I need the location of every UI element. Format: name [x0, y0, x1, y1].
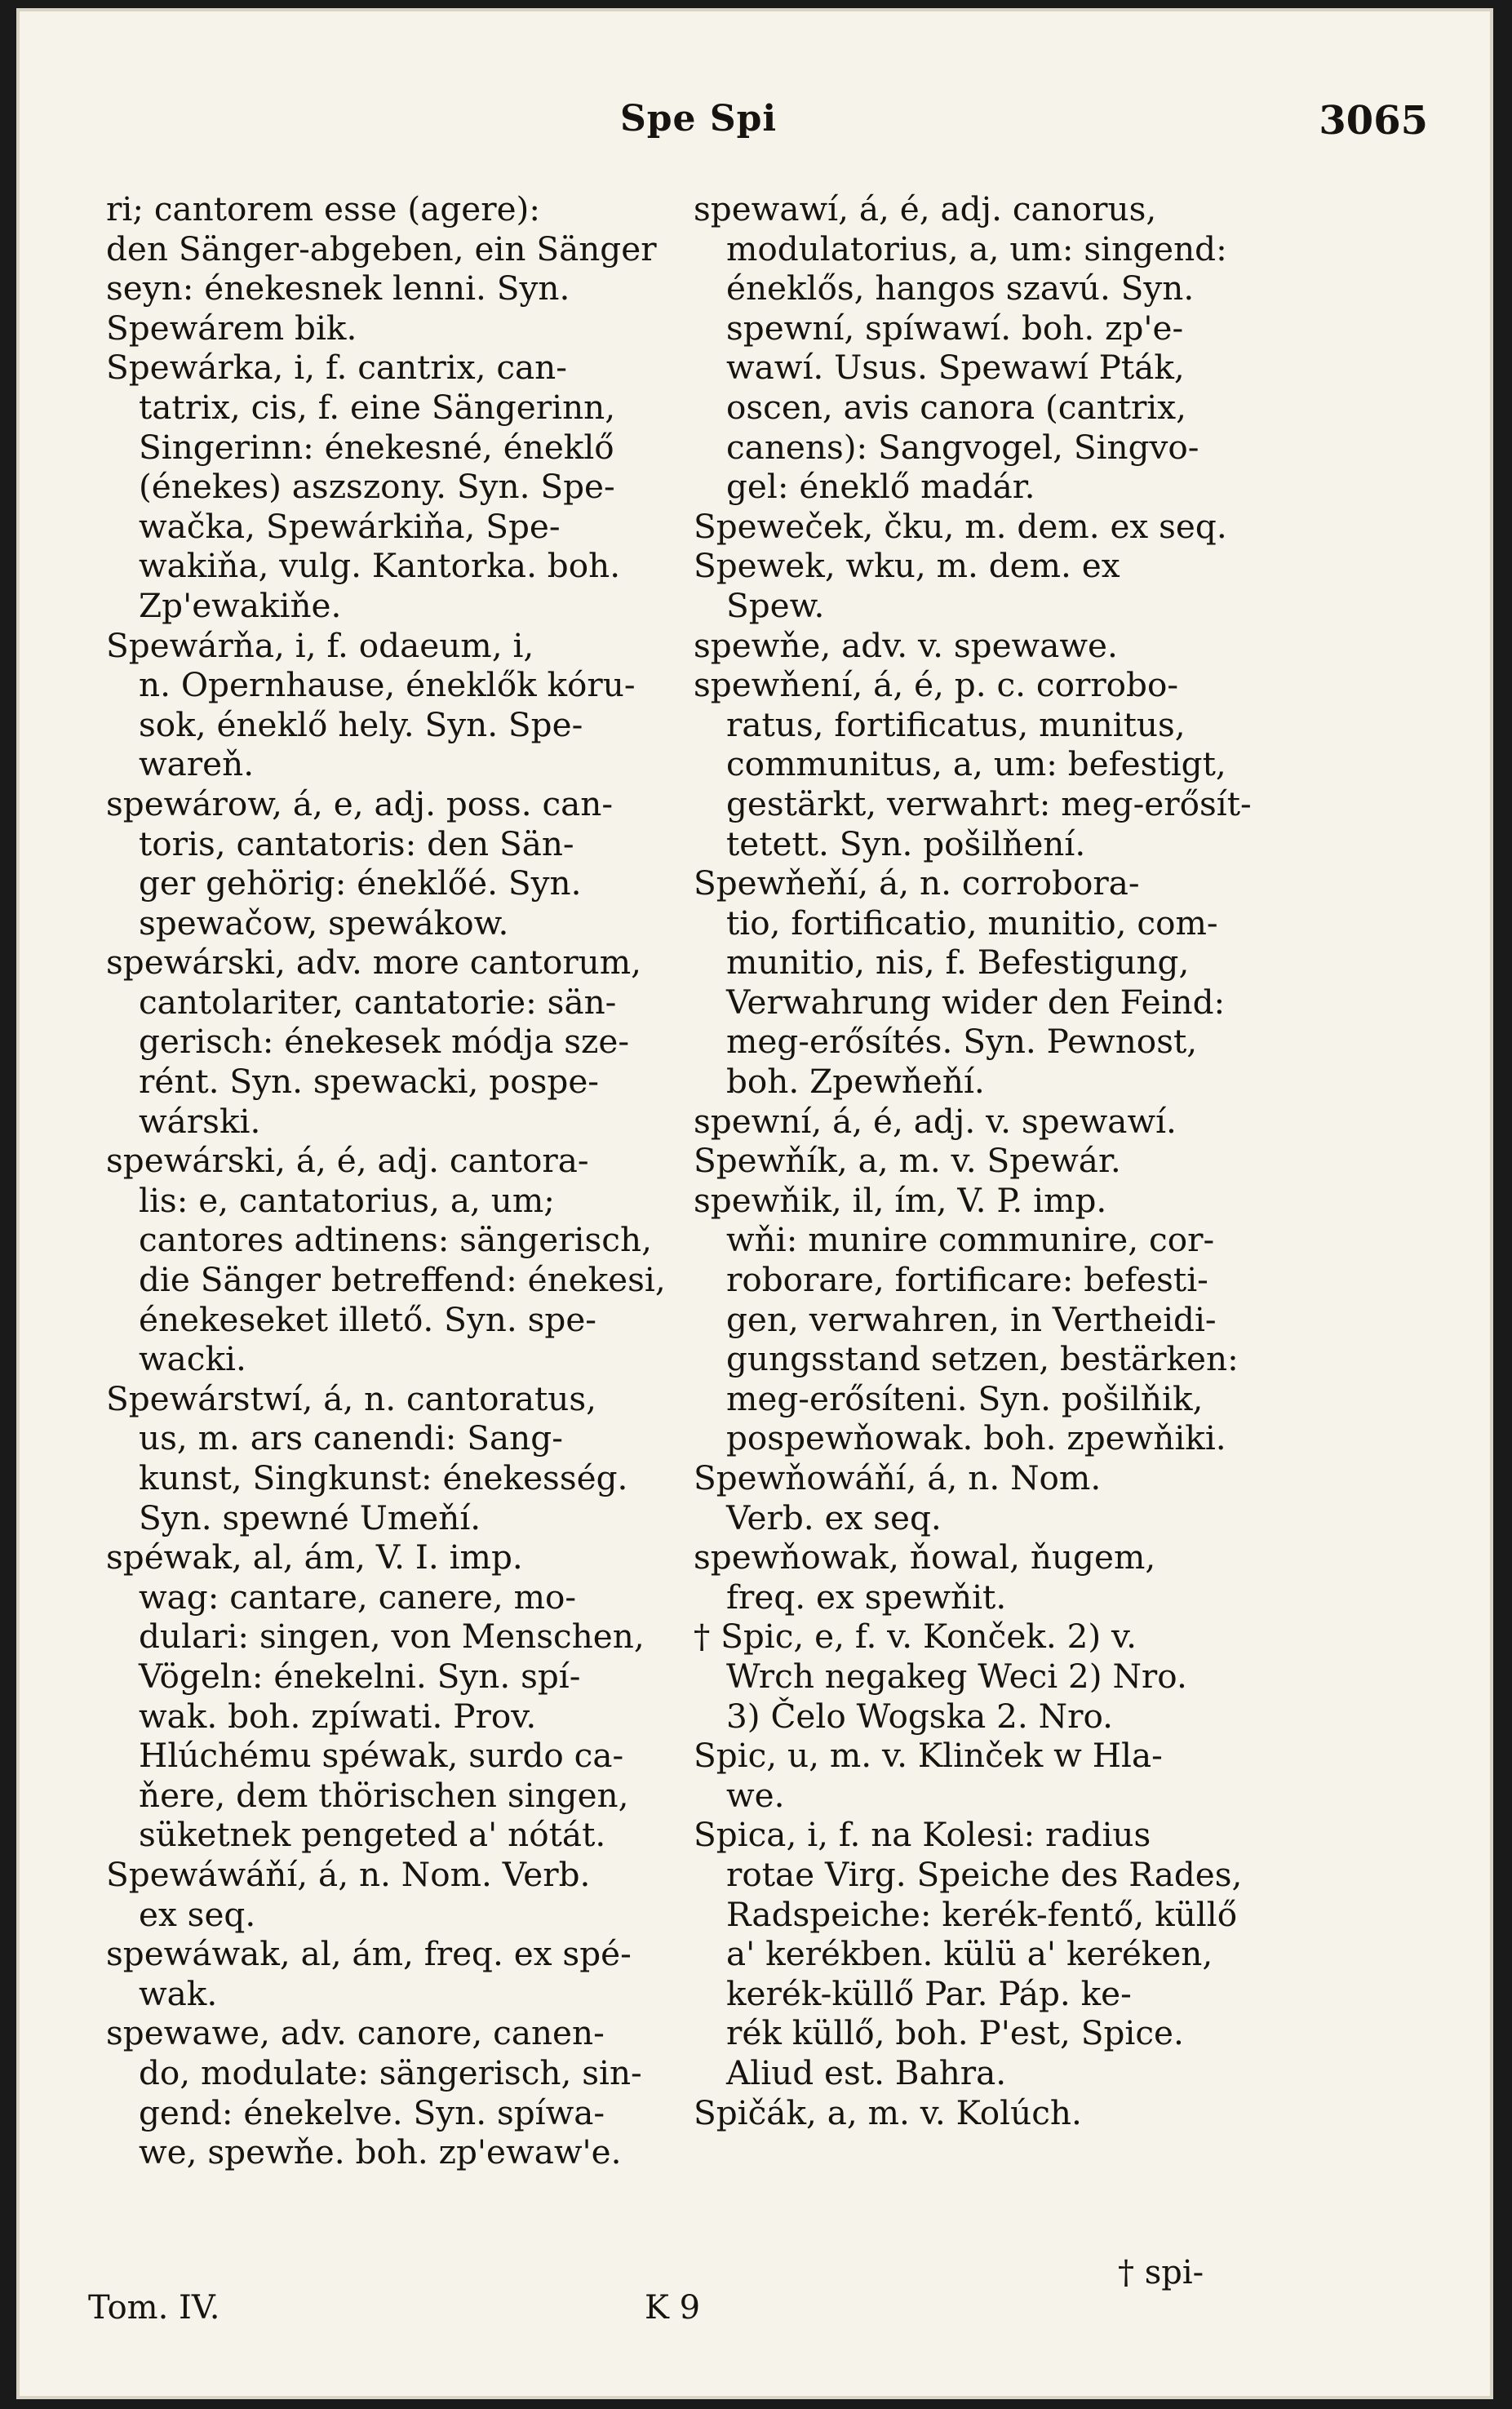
- running-head: Spe Spi: [620, 98, 778, 140]
- text-line: wak. boh. zpíwati. Prov.: [139, 1696, 537, 1736]
- text-line: Spewňík, a, m. v. Spewár.: [694, 1141, 1121, 1181]
- text-line: Spic, u, m. v. Klinček w Hla-: [694, 1736, 1163, 1776]
- text-line: we, spewňe. boh. zp'ewaw'e.: [139, 2132, 622, 2172]
- text-line: kunst, Singkunst: énekesség.: [139, 1458, 628, 1497]
- text-line: freq. ex spewňit.: [726, 1577, 1007, 1617]
- text-line: modulatorius, a, um: singend:: [726, 228, 1227, 268]
- text-line: éneklős, hangos szavú. Syn.: [726, 268, 1195, 308]
- text-line: ger gehörig: éneklőé. Syn.: [139, 863, 582, 903]
- text-line: wak.: [139, 1973, 218, 2013]
- text-line: Radspeiche: kerék-fentő, küllő: [726, 1894, 1238, 1934]
- text-line: a' kerékben. külü a' keréken,: [726, 1934, 1213, 1974]
- text-line: rotae Virg. Speiche des Rades,: [726, 1854, 1243, 1894]
- text-line: communitus, a, um: befestigt,: [726, 744, 1226, 784]
- text-line: spewačow, spewákow.: [139, 903, 509, 943]
- text-line: Wrch negakeg Weci 2) Nro.: [726, 1656, 1187, 1696]
- text-line: spéwak, al, ám, V. I. imp.: [106, 1537, 523, 1577]
- text-line: spewáwak, al, ám, freq. ex spé-: [106, 1934, 632, 1974]
- text-line: gel: éneklő madár.: [726, 467, 1035, 507]
- text-line: us, m. ars canendi: Sang-: [139, 1418, 563, 1458]
- left-column: [106, 189, 726, 2172]
- text-line: boh. Zpewňeňí.: [726, 1062, 985, 1102]
- text-line: do, modulate: sängerisch, sin-: [139, 2052, 642, 2092]
- text-line: wag: cantare, canere, mo-: [139, 1577, 577, 1617]
- text-line: spewňowak, ňowal, ňugem,: [694, 1537, 1156, 1577]
- text-line: süketnek pengeted a' nótát.: [139, 1815, 606, 1855]
- text-line: gend: énekelve. Syn. spíwa-: [139, 2092, 605, 2132]
- text-line: spewárski, á, é, adj. cantora-: [106, 1141, 589, 1181]
- text-line: spewní, spíwawí. boh. zp'e-: [726, 308, 1184, 348]
- text-line: Spewárstwí, á, n. cantoratus,: [106, 1378, 597, 1418]
- text-line: Spewáwáňí, á, n. Nom. Verb.: [106, 1854, 591, 1894]
- page-header: [16, 98, 1493, 147]
- text-line: tatrix, cis, f. eine Sängerinn,: [139, 387, 616, 427]
- text-line: ňere, dem thörischen singen,: [139, 1775, 629, 1815]
- text-line: sok, éneklő hely. Syn. Spe-: [139, 704, 583, 744]
- text-line: 3) Čelo Wogska 2. Nro.: [726, 1696, 1113, 1736]
- text-line: Spica, i, f. na Kolesi: radius: [694, 1815, 1151, 1855]
- right-column: [694, 189, 1363, 2132]
- text-line: oscen, avis canora (cantrix,: [726, 387, 1186, 427]
- text-line: Spew.: [726, 585, 825, 625]
- text-line: wačka, Spewárkiňa, Spe-: [139, 506, 561, 546]
- text-line: n. Opernhause, éneklők kóru-: [139, 665, 636, 705]
- text-line: Syn. spewné Umeňí.: [139, 1497, 481, 1537]
- text-line: Spewňowáňí, á, n. Nom.: [694, 1458, 1102, 1497]
- text-line: tetett. Syn. pošilňení.: [726, 823, 1086, 863]
- text-line: rént. Syn. spewacki, pospe-: [139, 1062, 599, 1102]
- text-line: pospewňowak. boh. zpewňiki.: [726, 1418, 1226, 1458]
- text-line: cantolariter, cantatorie: sän-: [139, 982, 617, 1022]
- text-line: Verb. ex seq.: [726, 1497, 942, 1537]
- text-line: wakiňa, vulg. Kantorka. boh.: [139, 546, 621, 586]
- text-line: spewárow, á, e, adj. poss. can-: [106, 783, 614, 823]
- text-line: spewňe, adv. v. spewawe.: [694, 625, 1118, 665]
- text-line: meg-erősíteni. Syn. pošilňik,: [726, 1378, 1204, 1418]
- text-line: Vögeln: énekelni. Syn. spí-: [139, 1656, 581, 1696]
- text-line: kerék-küllő Par. Páp. ke-: [726, 1973, 1132, 2013]
- text-line: Spewek, wku, m. dem. ex: [694, 546, 1120, 586]
- text-line: wacki.: [139, 1339, 246, 1379]
- text-line: tio, fortificatio, munitio, com-: [726, 903, 1218, 943]
- text-line: ri; cantorem esse (agere):: [106, 189, 540, 228]
- text-line: spewawí, á, é, adj. canorus,: [694, 189, 1157, 228]
- text-line: Spewárka, i, f. cantrix, can-: [106, 348, 567, 388]
- text-line: Zp'ewakiňe.: [139, 585, 342, 625]
- text-line: roborare, fortificare: befesti-: [726, 1260, 1208, 1300]
- text-line: spewní, á, é, adj. v. spewawí.: [694, 1101, 1177, 1141]
- text-line: ex seq.: [139, 1894, 256, 1934]
- text-line: Spewňeňí, á, n. corrobora-: [694, 863, 1140, 903]
- text-line: cantores adtinens: sängerisch,: [139, 1220, 652, 1260]
- text-line: meg-erősítés. Syn. Pewnost,: [726, 1022, 1198, 1062]
- volume-label: Tom. IV.: [88, 2289, 220, 2327]
- text-line: we.: [726, 1775, 785, 1815]
- text-line: seyn: énekesnek lenni. Syn.: [106, 268, 570, 308]
- text-line: rék küllő, boh. P'est, Spice.: [726, 2013, 1184, 2053]
- text-line: Spičák, a, m. v. Kolúch.: [694, 2092, 1082, 2132]
- text-line: canens): Sangvogel, Singvo-: [726, 427, 1199, 467]
- text-line: gerisch: énekesek módja sze-: [139, 1022, 630, 1062]
- text-line: spewawe, adv. canore, canen-: [106, 2013, 605, 2053]
- text-line: die Sänger betreffend: énekesi,: [139, 1260, 666, 1300]
- text-line: lis: e, cantatorius, a, um;: [139, 1180, 555, 1220]
- text-line: (énekes) aszszony. Syn. Spe-: [139, 467, 615, 507]
- text-line: Aliud est. Bahra.: [726, 2052, 1007, 2092]
- text-line: toris, cantatoris: den Sän-: [139, 823, 574, 863]
- text-line: dulari: singen, von Menschen,: [139, 1617, 645, 1657]
- text-line: spewárski, adv. more cantorum,: [106, 943, 642, 983]
- text-line: wareň.: [139, 744, 255, 784]
- text-line: Verwahrung wider den Feind:: [726, 982, 1226, 1022]
- text-line: gestärkt, verwahrt: meg-erősít-: [726, 783, 1252, 823]
- text-line: munitio, nis, f. Befestigung,: [726, 943, 1190, 983]
- text-line: wárski.: [139, 1101, 261, 1141]
- text-line: spewňení, á, é, p. c. corrobo-: [694, 665, 1179, 705]
- text-line: Spewárňa, i, f. odaeum, i,: [106, 625, 534, 665]
- text-line: † Spic, e, f. v. Konček. 2) v.: [694, 1617, 1137, 1657]
- text-line: wňi: munire communire, cor-: [726, 1220, 1215, 1260]
- text-line: spewňik, il, ím, V. P. imp.: [694, 1180, 1107, 1220]
- text-line: gungsstand setzen, bestärken:: [726, 1339, 1239, 1379]
- signature-mark: K 9: [645, 2289, 701, 2327]
- text-line: Hlúchému spéwak, surdo ca-: [139, 1736, 624, 1776]
- catchword: † spi-: [1118, 2254, 1204, 2291]
- text-line: Speweček, čku, m. dem. ex seq.: [694, 506, 1227, 546]
- dictionary-page: [16, 8, 1493, 2399]
- text-line: Singerinn: énekesné, éneklő: [139, 427, 614, 467]
- text-line: gen, verwahren, in Vertheidi-: [726, 1299, 1217, 1339]
- text-line: énekeseket illető. Syn. spe-: [139, 1299, 596, 1339]
- text-line: den Sänger-abgeben, ein Sänger: [106, 228, 657, 268]
- page-number: 3065: [1319, 98, 1428, 144]
- text-line: Spewárem bik.: [106, 308, 357, 348]
- text-line: wawí. Usus. Spewawí Pták,: [726, 348, 1185, 388]
- text-line: ratus, fortificatus, munitus,: [726, 704, 1186, 744]
